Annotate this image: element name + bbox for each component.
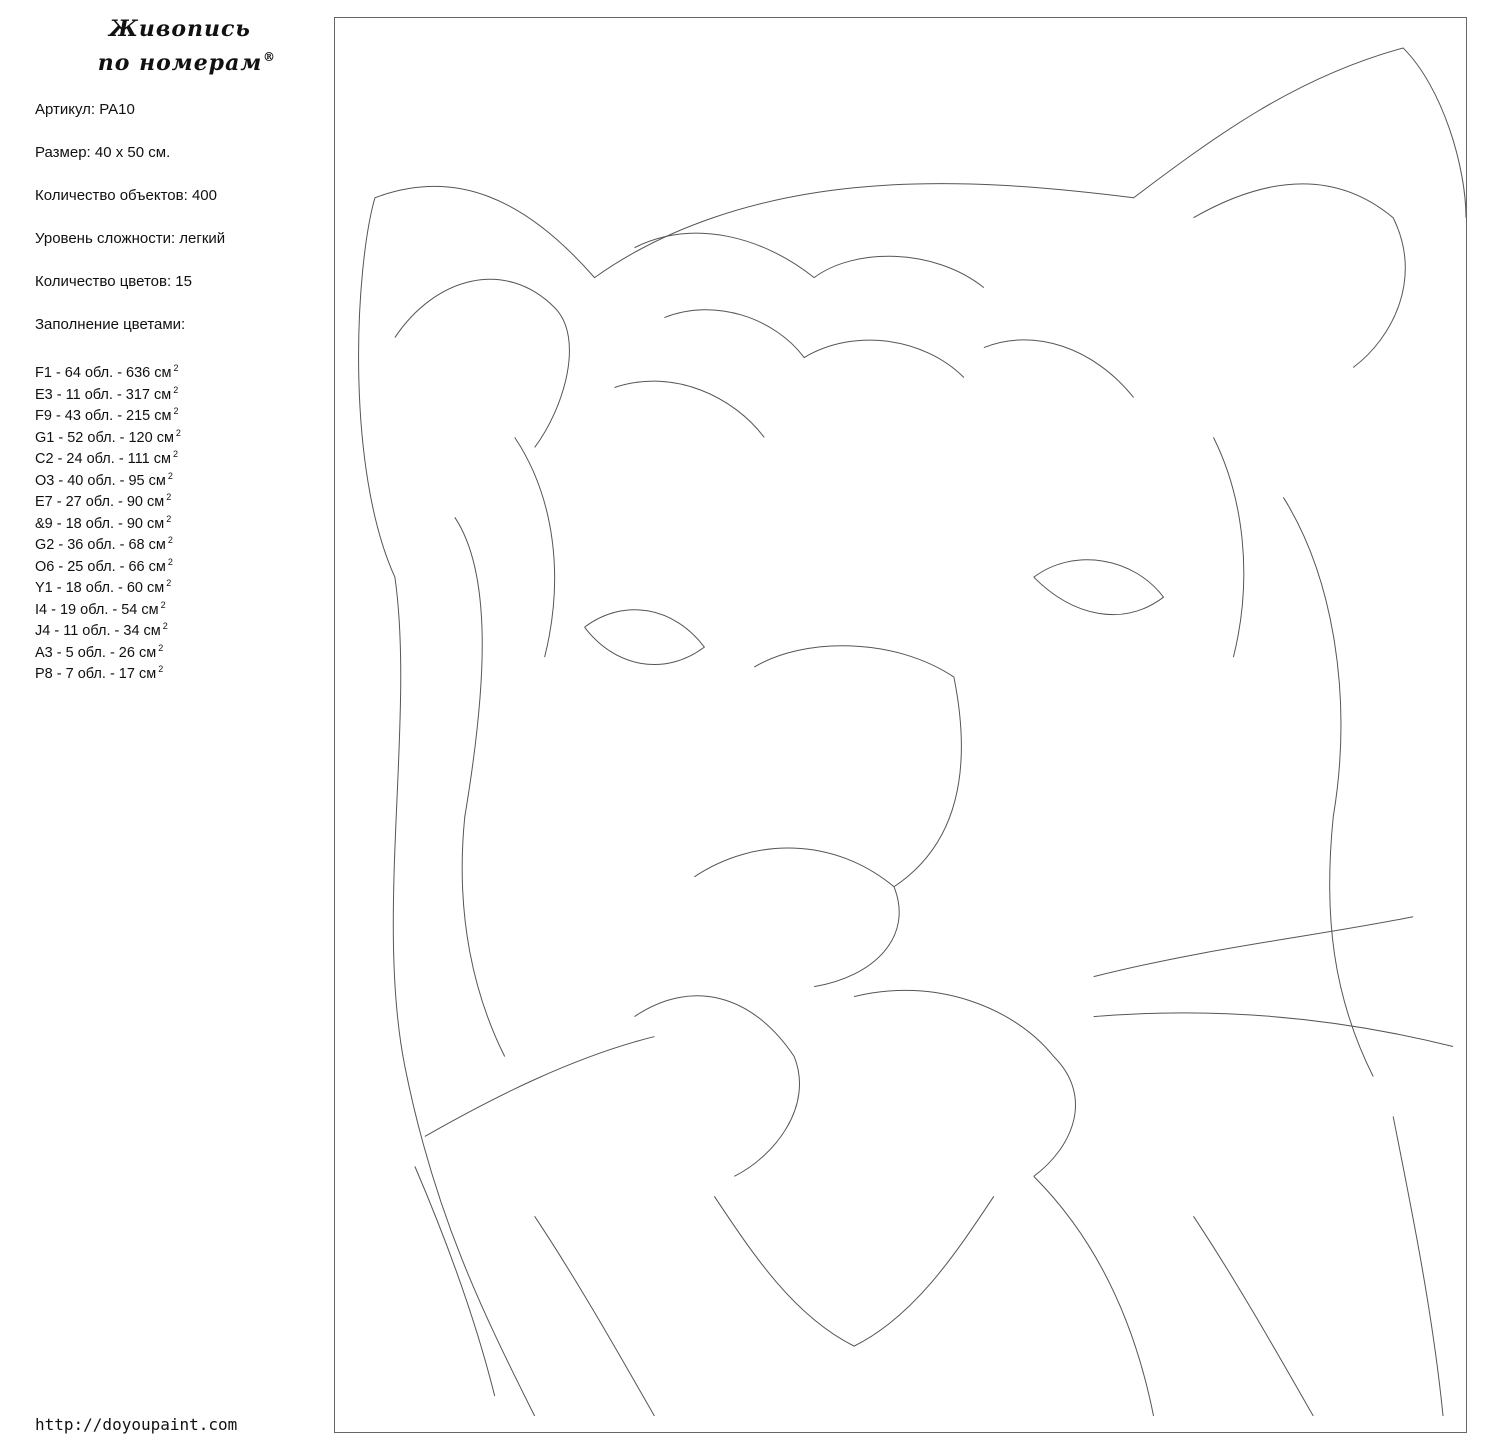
objects-text: Количество объектов: 400 bbox=[35, 187, 217, 204]
color-row: &9 - 18 обл. - 90 см $^2$ bbox=[35, 513, 172, 532]
brand-line-2 bbox=[60, 46, 300, 80]
product-info bbox=[35, 100, 225, 358]
website-link[interactable]: http://doyoupaint.com bbox=[35, 1415, 238, 1434]
color-row: O3 - 40 обл. - 95 см $^2$ bbox=[35, 470, 173, 489]
tiger-line-art-canvas bbox=[334, 17, 1467, 1433]
color-row: E3 - 11 обл. - 317 см $^2$ bbox=[35, 384, 179, 403]
size-text: Размер: 40 х 50 см. bbox=[35, 144, 171, 161]
difficulty-text: Уровень сложности: легкий bbox=[35, 230, 226, 247]
brand-logo bbox=[60, 12, 300, 80]
color-row: A3 - 5 обл. - 26 см $^2$ bbox=[35, 642, 164, 661]
color-row: P8 - 7 обл. - 17 см $^2$ bbox=[35, 664, 164, 682]
color-row: Y1 - 18 обл. - 60 см $^2$ bbox=[35, 578, 172, 596]
color-fill-list bbox=[35, 358, 181, 681]
article-text: Артикул: PA10 bbox=[35, 101, 135, 118]
color-row: C2 - 24 обл. - 111 см $^2$ bbox=[35, 449, 178, 467]
color-row: G2 - 36 обл. - 68 см $^2$ bbox=[35, 535, 173, 553]
registered-mark: ® bbox=[263, 50, 276, 64]
color-row: G1 - 52 обл. - 120 см $^2$ bbox=[35, 427, 181, 446]
brand-line-2-text: по номерам bbox=[97, 50, 263, 76]
fill-title: Заполнение цветами: bbox=[35, 316, 186, 333]
color-count-text: Количество цветов: 15 bbox=[35, 273, 192, 290]
color-row: E7 - 27 обл. - 90 см $^2$ bbox=[35, 492, 172, 510]
color-row: I4 - 19 обл. - 54 см $^2$ bbox=[35, 599, 166, 618]
color-row: F1 - 64 обл. - 636 см $^2$ bbox=[35, 363, 179, 381]
color-row: F9 - 43 обл. - 215 см $^2$ bbox=[35, 406, 179, 424]
brand-line-1: Живопись bbox=[109, 16, 251, 42]
color-row: O6 - 25 обл. - 66 см $^2$ bbox=[35, 556, 173, 575]
color-row: J4 - 11 обл. - 34 см $^2$ bbox=[35, 621, 168, 639]
tiger-outline-drawing bbox=[335, 18, 1466, 1432]
